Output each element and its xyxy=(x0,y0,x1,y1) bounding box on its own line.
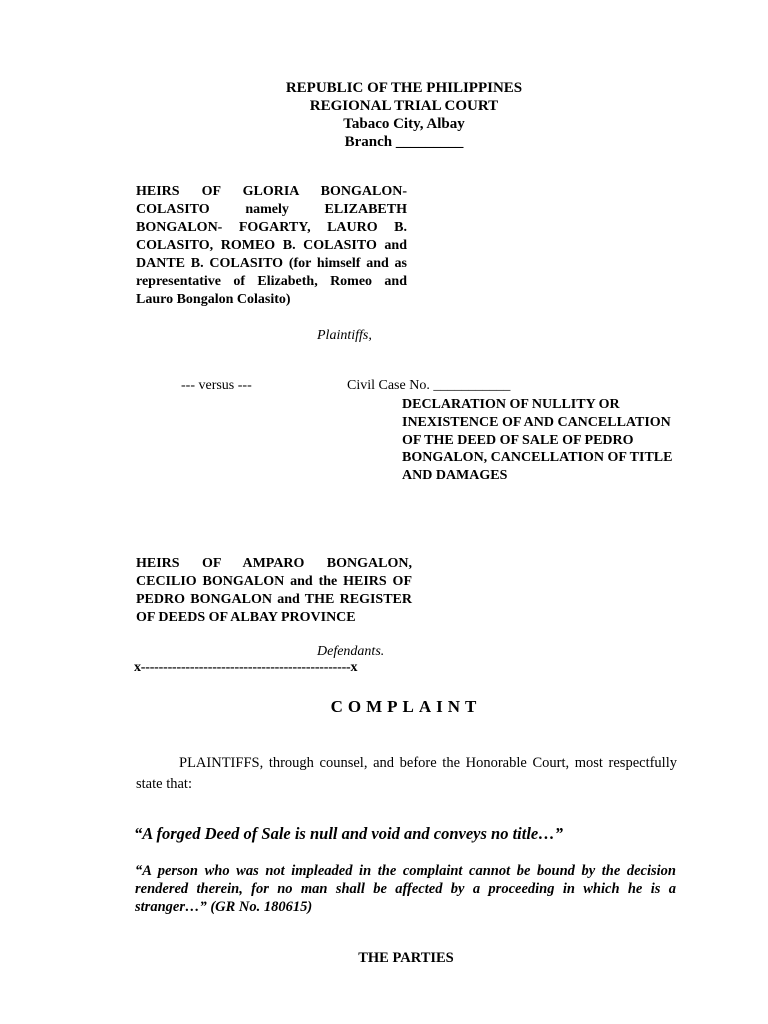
header-court: REGIONAL TRIAL COURT xyxy=(309,98,499,114)
plaintiffs-names: HEIRS OF GLORIA BONGALON-COLASITO namely ELIZABETH BONGALON- FOGARTY, LAURO B. COLASITO, ROMEO B. COLASITO and DANTE B. COLASITO (for himself and as representative of Elizabeth, Romeo and Lauro Bongalon Colasito) xyxy=(136,184,407,307)
defendants-role: Defendants. xyxy=(317,644,385,659)
plaintiffs-role: Plaintiffs, xyxy=(317,328,372,343)
document-title: COMPLAINT xyxy=(330,697,482,716)
plaintiffs-block xyxy=(136,183,407,309)
header-location: Tabaco City, Albay xyxy=(343,116,465,132)
quote-impleaded: “A person who was not impleaded in the complaint cannot be bound by the decision rendered therein, for no man shall be affected by a proceeding in which he is a stranger…” (GR No. 180615) xyxy=(135,863,676,915)
court-header xyxy=(0,79,768,151)
section-heading: THE PARTIES xyxy=(358,950,454,966)
intro-paragraph: PLAINTIFFS, through counsel, and before the Honorable Court, most respectfully state that: xyxy=(136,755,677,792)
quote-forged-deed: “A forged Deed of Sale is null and void and conveys no title…” xyxy=(134,824,563,843)
case-number: Civil Case No. ___________ xyxy=(347,378,511,393)
caption-separator: x-----------------------------------------------x xyxy=(134,660,358,675)
header-republic: REPUBLIC OF THE PHILIPPINES xyxy=(285,80,523,96)
versus-label: --- versus --- xyxy=(181,378,252,393)
header-branch: Branch _________ xyxy=(344,134,464,150)
defendants-block xyxy=(136,555,412,627)
case-title: DECLARATION OF NULLITY OR INEXISTENCE OF AND CANCELLATION OF THE DEED OF SALE OF PEDRO BONGALON, CANCELLATION OF TITLE AND DAMAGES xyxy=(402,397,673,484)
defendants-names: HEIRS OF AMPARO BONGALON, CECILIO BONGALON and the HEIRS OF PEDRO BONGALON and THE REGISTER OF DEEDS OF ALBAY PROVINCE xyxy=(136,556,412,625)
